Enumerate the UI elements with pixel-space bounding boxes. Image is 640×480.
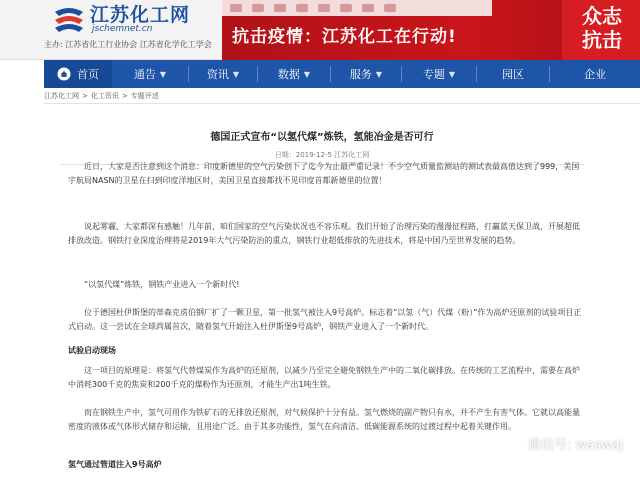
watermark-text: 微信号: waswaj [528,438,624,453]
site-header [0,0,640,60]
nav-item-data[interactable] [258,60,330,88]
caret-down-icon: ▼ [375,69,383,79]
article-meta: 日期：2019-12-5 江苏化工网 [274,151,370,159]
breadcrumb-separator: > [82,91,88,100]
caret-down-icon: ▼ [303,69,311,79]
article-content [44,106,600,480]
article-paragraph: 位于德国杜伊斯堡的蒂森克虏伯钢厂扩了一颗卫星，第一批氢气被注入9号高炉。标志着“以氢（气）代煤（粉）”作为高炉还原剂的试验项目正式启动。这一尝试在全球尚属首次，随着氢气开始注入杜伊斯堡9号高炉，钢铁产业进入了一个新时代。 [68,308,582,331]
nav-label: 专题 [422,68,445,81]
nav-label: 资讯 [206,68,229,81]
caret-down-icon: ▼ [159,69,167,79]
article-paragraph: 说起雾霾，大家都深有感触！几年前，咱们国家的空气污染状况也不容乐观。我们开始了治理污染的漫漫征程路，打赢蓝天保卫战，开展超低排放改造。钢铁行业深度治理将是2019年大气污染防治的重点，钢铁行业超低排放的先进技术，将是中国乃至世界发展的趋势。 [68,222,580,245]
nav-label: 企业 [584,68,606,81]
banner-stripe [222,0,492,16]
nav-item-service[interactable] [331,60,401,88]
nav-label: 通告 [133,68,156,81]
sponsors-line: 主办: 江苏省化工行业协会 江苏省化学化工学会 [44,40,212,49]
section-heading: 氢气通过管道注入9号高炉 [68,460,162,469]
caret-down-icon: ▼ [232,69,240,79]
article-paragraph: 而在钢铁生产中，氢气可用作为铁矿石的无排放还原剂，对气候保护十分有益。氢气燃烧的副产物只有水，并不产生有害气体。它就以高能量密度的液体或气体形式储存和运输，且用途广泛。由于其多功能性，氢气在向清洁、低碳能源系统的过渡过程中起着关键作用。 [68,408,580,431]
site-logo[interactable] [52,4,202,36]
banner-side-line1: 众志 [582,4,622,28]
campaign-banner[interactable] [222,0,640,60]
breadcrumb [44,88,640,104]
logo-domain: jschemnet.cn [92,24,153,34]
breadcrumb-home-link[interactable]: 江苏化工网 [44,91,79,100]
article-title: 德国正式宣布“以氢代煤”炼铁，氢能冶金是否可行 [210,132,434,143]
banner-decoration [230,4,410,12]
nav-item-enterprise[interactable] [550,60,640,88]
nav-item-topic[interactable] [402,60,476,88]
home-icon [57,67,71,81]
breadcrumb-separator: > [121,91,128,100]
nav-label: 数据 [277,68,300,81]
breadcrumb-news-link[interactable]: 化工资讯 [90,91,119,100]
banner-text: 抗击疫情：江苏化工在行动! [232,27,457,47]
article-paragraph: 近日，大家是否注意到这个消息：印度新德里的空气污染创下了迄今为止最严重记录！不少空气质量监测站的测试表最高值达到了999，美国宇航局NASN的卫星在扫到印度洋地区时，美国卫星直接都找不见印度首都新德里的位置！ [68,162,580,185]
nav-label: 服务 [349,68,372,81]
breadcrumb-topic-link[interactable]: 专题评述 [130,91,159,100]
caret-down-icon: ▼ [448,69,456,79]
nav-item-park[interactable] [477,60,549,88]
nav-label: 园区 [502,68,524,81]
article-paragraph: “以氢代煤”炼铁，钢铁产业进入一个新时代! [84,280,240,289]
section-heading: 试验启动现场 [68,346,116,355]
nav-item-news[interactable] [189,60,257,88]
wechat-icon [504,436,524,452]
main-nav [44,60,640,88]
wechat-watermark [504,434,623,453]
nav-item-notice[interactable] [112,60,188,88]
logo-mark-icon [52,6,86,32]
nav-item-home[interactable] [44,60,112,88]
banner-side-line2: 抗击 [582,28,622,52]
article-paragraph: 这一项目的原理是：将氢气代替煤炭作为高炉的还原剂，以减少乃至完全避免钢铁生产中的二氧化碳排放。在传统的工艺流程中，需要在高炉中消耗300千克的焦炭和200千克的煤粉作为还原剂，才能生产出1吨生铁。 [68,366,580,389]
logo-name: 江苏化工网 [90,4,191,26]
banner-side-text [572,4,632,52]
nav-label: 首页 [77,68,99,81]
